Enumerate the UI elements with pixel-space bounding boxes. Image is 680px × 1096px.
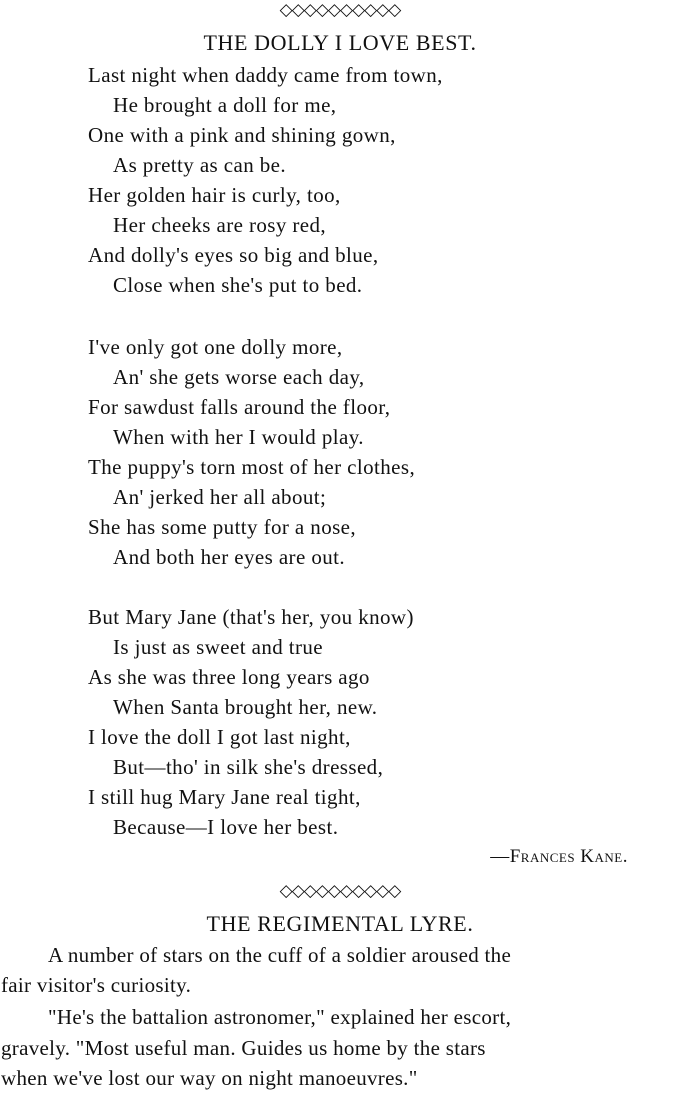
poem-line: And dolly's eyes so big and blue, [88, 243, 379, 267]
poem-line: An' jerked her all about; [113, 485, 327, 509]
poem-line: But Mary Jane (that's her, you know) [88, 605, 414, 629]
story-line: gravely. "Most useful man. Guides us home by the stars [1, 1036, 486, 1060]
poem-line: Is just as sweet and true [113, 635, 324, 659]
poem-line: I still hug Mary Jane real tight, [88, 785, 361, 809]
poem-line: As she was three long years ago [88, 665, 370, 689]
poem-line: But—tho' in silk she's dressed, [113, 755, 384, 779]
ornament-divider-top: ◇◇◇◇◇◇◇◇◇◇ [279, 0, 401, 19]
poem-line: When with her I would play. [113, 425, 364, 449]
poem-line: One with a pink and shining gown, [88, 123, 396, 147]
poem-line: When Santa brought her, new. [113, 695, 378, 719]
poem-line: Her golden hair is curly, too, [88, 183, 341, 207]
story-line: A number of stars on the cuff of a soldier aroused the [48, 943, 512, 967]
poem-line: Close when she's put to bed. [113, 273, 363, 297]
poem-line: She has some putty for a nose, [88, 515, 357, 539]
poem-line: He brought a doll for me, [113, 93, 337, 117]
ornament-divider-middle: ◇◇◇◇◇◇◇◇◇◇ [279, 881, 401, 900]
poem-author: —Frances Kane. [490, 846, 628, 867]
poem-line: I love the doll I got last night, [88, 725, 351, 749]
poem-line: I've only got one dolly more, [88, 335, 343, 359]
poem-line: Last night when daddy came from town, [88, 63, 443, 87]
poem-line: The puppy's torn most of her clothes, [88, 455, 416, 479]
poem-line: As pretty as can be. [113, 153, 287, 177]
poem-line: Because—I love her best. [113, 815, 339, 839]
poem-title: THE DOLLY I LOVE BEST. [203, 30, 477, 55]
poem-line: Her cheeks are rosy red, [113, 213, 327, 237]
story-line: "He's the battalion astronomer," explained her escort, [48, 1005, 512, 1029]
story-title: THE REGIMENTAL LYRE. [206, 911, 474, 936]
story-line: when we've lost our way on night manoeuvres." [1, 1066, 418, 1090]
poem-line: An' she gets worse each day, [113, 365, 365, 389]
poem-line: For sawdust falls around the floor, [88, 395, 391, 419]
story-line: fair visitor's curiosity. [1, 973, 192, 997]
poem-line: And both her eyes are out. [113, 545, 345, 569]
